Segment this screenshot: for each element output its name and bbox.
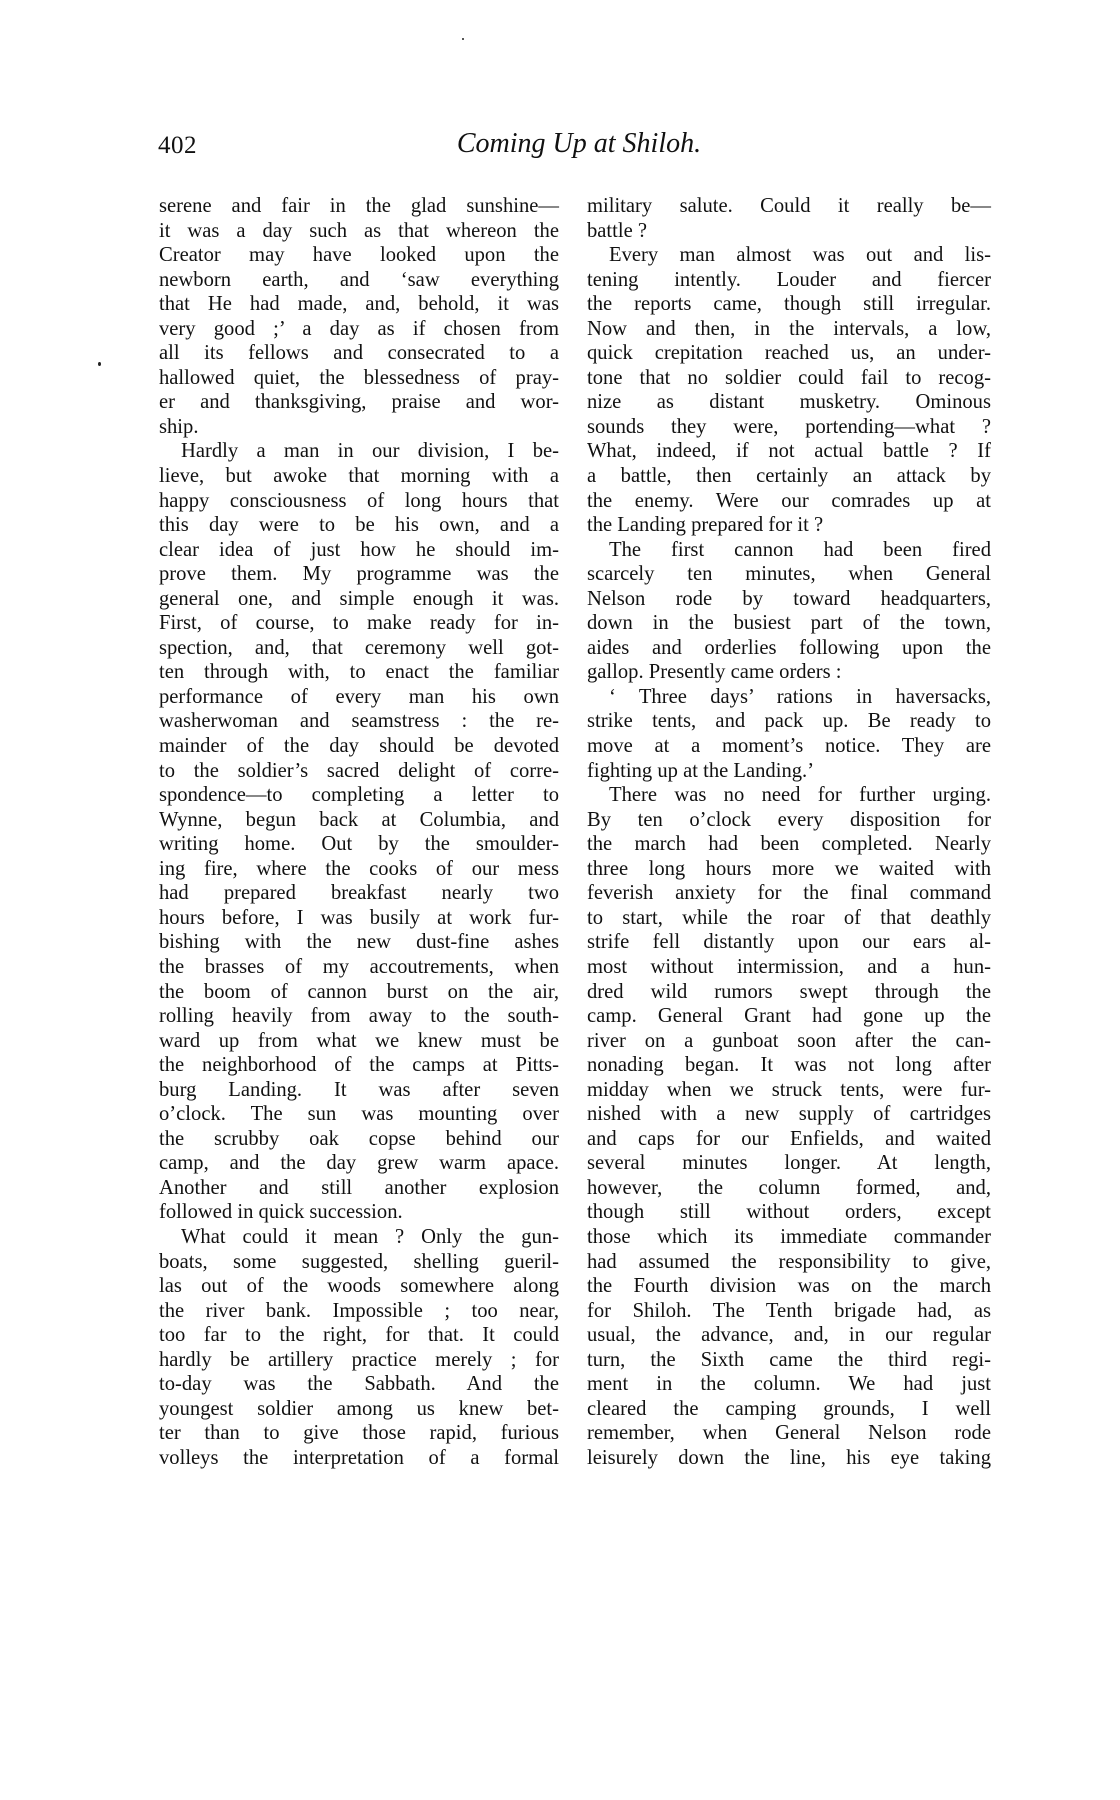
text-line: all its fellows and consecrated to a — [159, 342, 559, 365]
text-line: ten through with, to enact the familiar — [159, 661, 559, 684]
text-line: camp, and the day grew warm apace. — [159, 1152, 559, 1175]
text-line: ter than to give those rapid, furious — [159, 1422, 559, 1445]
text-line: o’clock. The sun was mounting over — [159, 1103, 559, 1126]
running-title: Coming Up at Shiloh. — [456, 128, 702, 159]
text-line: prove them. My programme was the — [159, 563, 559, 586]
text-line: military salute. Could it really be— — [587, 195, 991, 217]
text-line: lieve, but awoke that morning with a — [159, 465, 559, 488]
text-line: hours before, I was busily at work fur- — [159, 906, 559, 929]
text-line: washerwoman and seamstress : the re- — [159, 710, 559, 733]
text-line: hallowed quiet, the blessedness of pray- — [159, 366, 559, 389]
text-line: turn, the Sixth came the third regi- — [587, 1348, 991, 1371]
text-line: serene and fair in the glad sunshine— — [159, 195, 559, 217]
text-line: ship. — [159, 415, 199, 438]
text-line: Creator may have looked upon the — [159, 244, 559, 267]
text-line: down in the busiest part of the town, — [587, 612, 991, 635]
running-head — [158, 128, 990, 164]
text-line: the Landing prepared for it ? — [587, 514, 824, 537]
text-line: aides and orderlies following upon the — [587, 636, 991, 659]
text-line: a battle, then certainly an attack by — [587, 465, 991, 488]
text-line: youngest soldier among us knew bet- — [159, 1397, 559, 1420]
text-line: the march had been completed. Nearly — [587, 833, 991, 856]
text-line: tening intently. Louder and fiercer — [587, 268, 991, 291]
paragraph — [159, 194, 559, 439]
text-line: to start, while the roar of that deathly — [587, 906, 991, 929]
text-line: too far to the right, for that. It could — [159, 1324, 559, 1347]
text-line: Another and still another explosion — [159, 1176, 559, 1199]
text-line: midday when we struck tents, were fur- — [587, 1078, 991, 1101]
text-column-left — [159, 194, 559, 1470]
text-line: strife fell distantly upon our ears al- — [587, 931, 991, 954]
text-line: followed in quick succession. — [159, 1201, 403, 1224]
text-line: nished with a new supply of cartridges — [587, 1103, 991, 1126]
text-column-right — [587, 194, 991, 1470]
text-line: Now and then, in the intervals, a low, — [587, 317, 991, 340]
text-line: the boom of cannon burst on the air, — [159, 980, 559, 1003]
text-line: las out of the woods somewhere along — [159, 1275, 559, 1298]
text-line: the reports came, though still irregular. — [587, 293, 991, 316]
text-line: tone that no soldier could fail to recog- — [587, 366, 991, 389]
paragraph — [587, 243, 991, 538]
paragraph — [159, 1225, 559, 1470]
text-line: burg Landing. It was after seven — [159, 1078, 559, 1101]
text-line: several minutes longer. At length, — [587, 1152, 991, 1175]
scan-speck — [98, 362, 101, 366]
text-line: By ten o’clock every disposition for — [587, 808, 991, 831]
text-line: mainder of the day should be devoted — [159, 735, 559, 758]
text-line: spondence—to completing a letter to — [159, 784, 559, 807]
paragraph — [587, 685, 991, 783]
text-line: strike tents, and pack up. Be ready to — [587, 710, 991, 733]
text-line: the enemy. Were our comrades up at — [587, 489, 991, 512]
paragraph — [159, 439, 559, 1225]
text-line: camp. General Grant had gone up the — [587, 1005, 991, 1028]
text-line: however, the column formed, and, — [587, 1176, 991, 1199]
text-line: hardly be artillery practice merely ; for — [159, 1348, 559, 1371]
text-line: river on a gunboat soon after the can- — [587, 1029, 991, 1052]
text-line: spection, and, that ceremony well got- — [159, 636, 559, 659]
text-line: happy consciousness of long hours that — [159, 489, 559, 512]
text-line: ment in the column. We had just — [587, 1373, 991, 1396]
text-line: boats, some suggested, shelling gueril- — [159, 1250, 559, 1273]
text-line: had prepared breakfast nearly two — [159, 882, 559, 905]
text-line: bishing with the new dust-fine ashes — [159, 931, 559, 954]
text-line: First, of course, to make ready for in- — [159, 612, 559, 635]
text-line: Every man almost was out and lis- — [609, 244, 991, 267]
paragraph — [587, 194, 991, 243]
text-line: to-day was the Sabbath. And the — [159, 1373, 559, 1396]
text-line: nonading began. It was not long after — [587, 1054, 991, 1077]
paragraph — [587, 783, 991, 1470]
text-line: newborn earth, and ‘saw everything — [159, 268, 559, 291]
text-line: cleared the camping grounds, I well — [587, 1397, 991, 1420]
text-line: three long hours more we waited with — [587, 857, 991, 880]
text-line: ward up from what we knew must be — [159, 1029, 559, 1052]
text-line: for Shiloh. The Tenth brigade had, as — [587, 1299, 991, 1322]
text-line: scarcely ten minutes, when General — [587, 563, 991, 586]
text-line: performance of every man his own — [159, 685, 559, 708]
text-line: the Fourth division was on the march — [587, 1275, 991, 1298]
scan-speck — [462, 38, 464, 40]
text-line: rolling heavily from away to the south- — [159, 1005, 559, 1028]
text-line: though still without orders, except — [587, 1201, 991, 1224]
text-line: gallop. Presently came orders : — [587, 661, 842, 684]
text-line: What could it mean ? Only the gun- — [181, 1225, 559, 1248]
text-line: leisurely down the line, his eye taking — [587, 1446, 991, 1469]
text-line: Nelson rode by toward headquarters, — [587, 587, 991, 610]
text-line: writing home. Out by the smoulder- — [159, 833, 559, 856]
text-line: sounds they were, portending—what ? — [587, 415, 991, 438]
text-line: battle ? — [587, 219, 648, 242]
text-line: nize as distant musketry. Ominous — [587, 391, 991, 414]
text-line: the river bank. Impossible ; too near, — [159, 1299, 559, 1322]
paragraph — [587, 538, 991, 685]
text-line: clear idea of just how he should im- — [159, 538, 559, 561]
text-line: very good ;’ a day as if chosen from — [159, 317, 559, 340]
text-line: most without intermission, and a hun- — [587, 955, 991, 978]
text-line: quick crepitation reached us, an under- — [587, 342, 991, 365]
text-line: ‘ Three days’ rations in haversacks, — [609, 685, 991, 708]
text-line: the brasses of my accoutrements, when — [159, 955, 559, 978]
text-line: the neighborhood of the camps at Pitts- — [159, 1054, 559, 1077]
text-line: usual, the advance, and, in our regular — [587, 1324, 991, 1347]
text-line: had assumed the responsibility to give, — [587, 1250, 991, 1273]
text-line: ing fire, where the cooks of our mess — [159, 857, 559, 880]
text-line: What, indeed, if not actual battle ? If — [587, 440, 991, 463]
text-line: it was a day such as that whereon the — [159, 219, 559, 242]
text-line: Wynne, begun back at Columbia, and — [159, 808, 559, 831]
text-line: The first cannon had been fired — [609, 538, 991, 561]
text-line: that He had made, and, behold, it was — [159, 293, 559, 316]
text-line: er and thanksgiving, praise and wor- — [159, 391, 559, 414]
text-line: feverish anxiety for the final command — [587, 882, 991, 905]
text-line: dred wild rumors swept through the — [587, 980, 991, 1003]
text-line: remember, when General Nelson rode — [587, 1422, 991, 1445]
text-line: those which its immediate commander — [587, 1225, 991, 1248]
text-line: the scrubby oak copse behind our — [159, 1127, 559, 1150]
text-line: this day were to be his own, and a — [159, 514, 559, 537]
text-line: and caps for our Enfields, and waited — [587, 1127, 991, 1150]
text-line: Hardly a man in our division, I be- — [181, 440, 559, 463]
text-line: general one, and simple enough it was. — [159, 587, 559, 610]
text-line: There was no need for further urging. — [609, 784, 991, 807]
text-line: volleys the interpretation of a formal — [159, 1446, 559, 1469]
page-number: 402 — [158, 132, 197, 159]
text-line: to the soldier’s sacred delight of corre- — [159, 759, 559, 782]
text-line: fighting up at the Landing.’ — [587, 759, 815, 782]
text-line: move at a moment’s notice. They are — [587, 735, 991, 758]
